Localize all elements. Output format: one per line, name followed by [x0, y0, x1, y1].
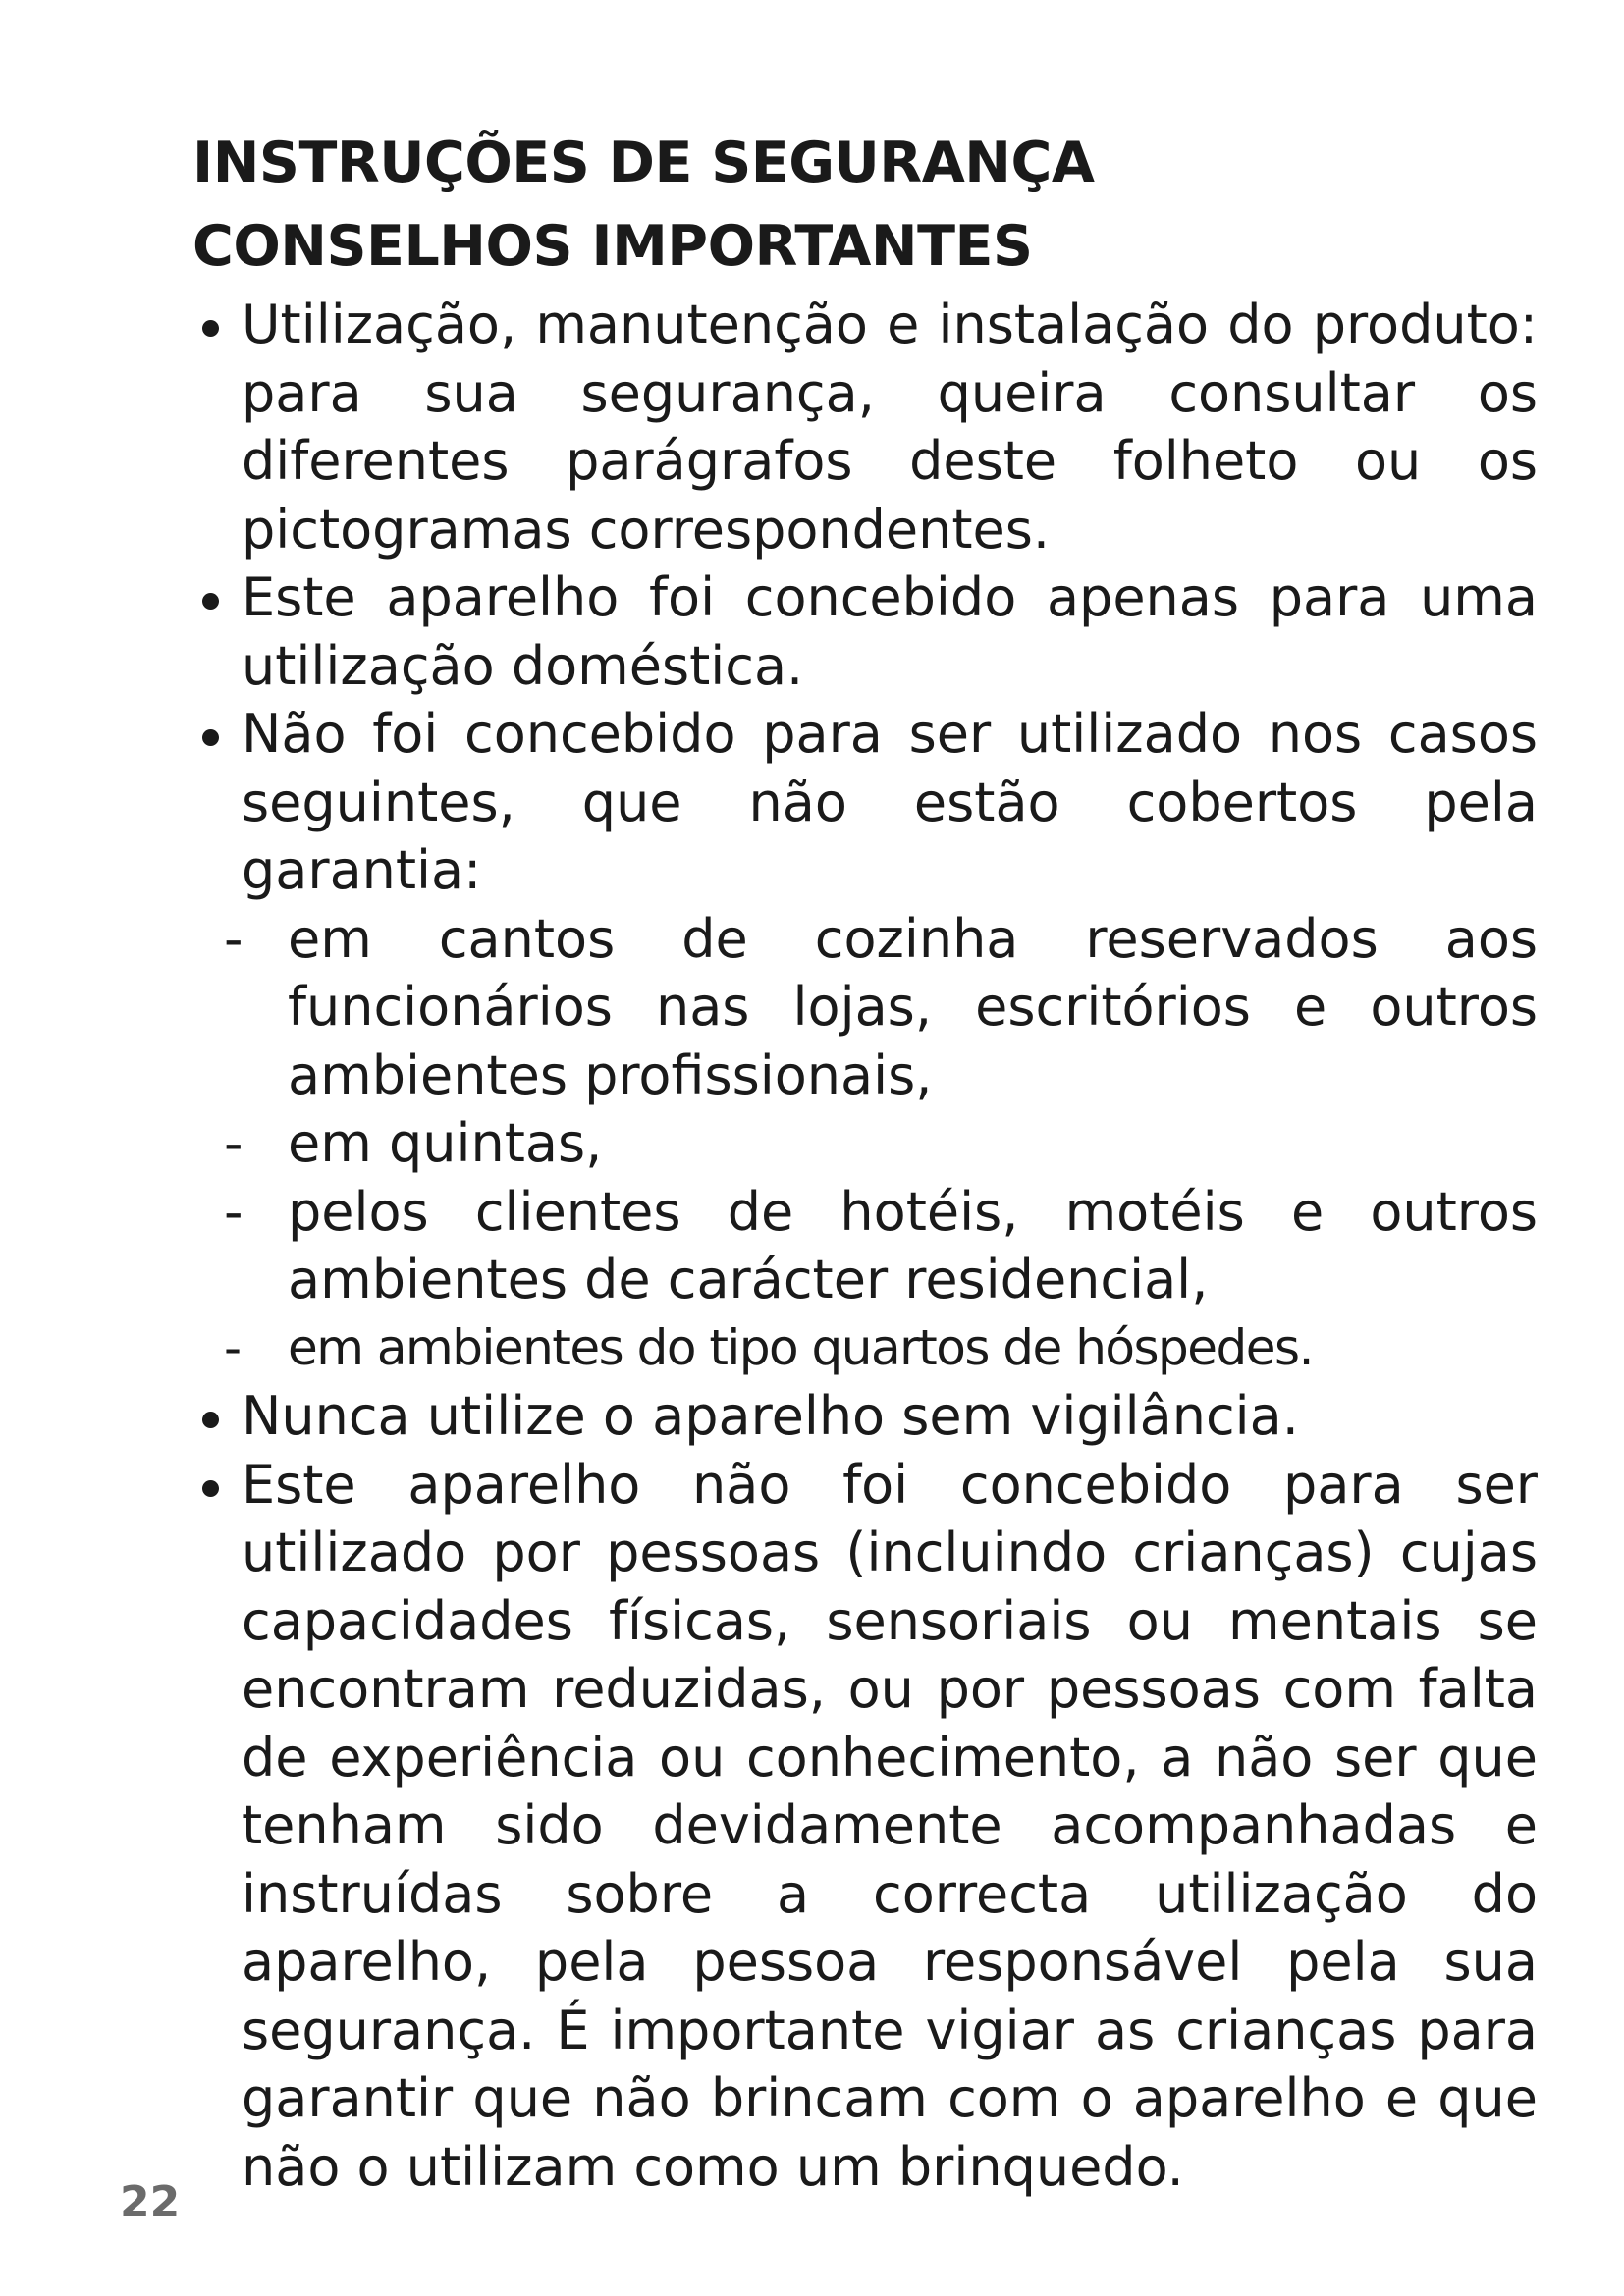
safety-instructions — [192, 291, 1538, 2201]
page-number: 22 — [120, 2177, 181, 2227]
bullet-item — [192, 1382, 1538, 1451]
sub-item — [192, 1314, 1538, 1383]
dash-icon: - — [224, 1180, 244, 1243]
dash-icon: - — [224, 1112, 244, 1174]
sub-item-text: pelos clientes de hotéis, motéis e outros ambientes de carácter residencial, — [288, 1180, 1538, 1310]
bullet-item — [192, 563, 1538, 700]
section-heading — [192, 122, 1469, 289]
sub-item — [192, 905, 1538, 1110]
bullet-item — [192, 1451, 1538, 2202]
bullet-text: Este aparelho não foi concebido para ser utilizado por pessoas (incluindo crianças) cujas capacidades físicas, sensoriais ou mentais se encontram reduzidas, ou por pessoas com falta de experiência ou conhecimento, a não ser que tenham sido devidamente acompanhadas e instruídas sobre a correcta utilização do aparelho, pela pessoa responsável pela sua segurança. É importante vigiar as crianças para garantir que não brincam com o aparelho e que não o utilizam como um brinquedo. — [242, 1453, 1538, 2198]
sub-item-text: em ambientes do tipo quartos de hóspedes. — [288, 1318, 1313, 1376]
bullet-icon — [202, 1412, 219, 1428]
bullet-text: Não foi concebido para ser utilizado nos casos seguintes, que não estão cobertos pela garantia: — [242, 703, 1538, 901]
dash-icon: - — [224, 907, 244, 970]
bullet-icon — [202, 1480, 219, 1497]
bullet-text: Este aparelho foi concebido apenas para uma utilização doméstica. — [242, 566, 1538, 697]
heading-title: INSTRUÇÕES DE SEGURANÇA — [192, 131, 1095, 195]
bullet-item — [192, 700, 1538, 905]
heading-subtitle: CONSELHOS IMPORTANTES — [192, 214, 1033, 279]
bullet-icon — [202, 320, 219, 337]
sub-item — [192, 1178, 1538, 1314]
dash-icon: - — [224, 1318, 241, 1376]
sub-item-text: em quintas, — [288, 1112, 603, 1174]
bullet-text: Utilização, manutenção e instalação do produto: para sua segurança, queira consultar os diferentes parágrafos deste folheto ou os pictogramas correspondentes. — [242, 294, 1538, 561]
bullet-item — [192, 291, 1538, 563]
bullet-icon — [202, 593, 219, 610]
bullet-text: Nunca utilize o aparelho sem vigilância. — [242, 1385, 1299, 1447]
sub-item — [192, 1109, 1538, 1178]
bullet-icon — [202, 729, 219, 746]
sub-item-text: em cantos de cozinha reservados aos funcionários nas lojas, escritórios e outros ambientes profissionais, — [288, 907, 1538, 1106]
